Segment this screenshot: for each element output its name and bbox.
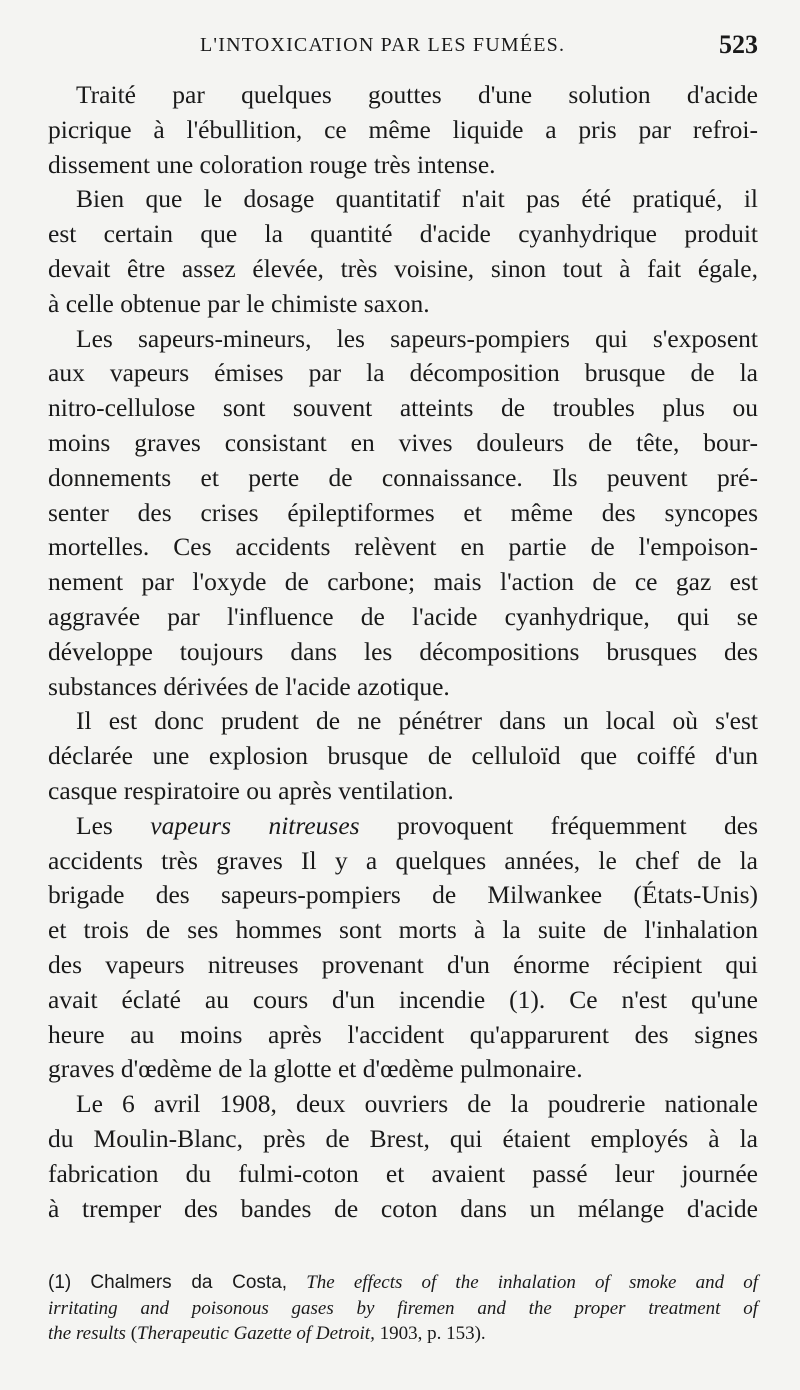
paragraph xyxy=(48,809,758,1087)
text-line: à tremper des bandes de coton dans un mélange d'acide xyxy=(48,1193,758,1223)
footnote-title: the results xyxy=(48,1323,126,1344)
footnote xyxy=(48,1270,758,1347)
body-text xyxy=(48,78,758,1226)
footnote-title: irritating and poisonous gases by firemen and the proper treatment of xyxy=(48,1297,758,1319)
text-line: casque respiratoire ou après ventilation. xyxy=(48,775,454,805)
footnote-line xyxy=(48,1296,758,1322)
text-line: mortelles. Ces accidents relèvent en partie de l'empoison- xyxy=(48,532,758,562)
text-line: aggravée par l'influence de l'acide cyanhydrique, qui se xyxy=(48,601,758,631)
text-line: fabrication du fulmi-coton et avaient passé leur journée xyxy=(48,1158,758,1188)
footnote-journal: Therapeutic Gazette of Detroit, xyxy=(137,1323,375,1344)
text-run: provoquent fréquemment des xyxy=(359,810,758,840)
text-line: Bien que le dosage quantitatif n'ait pas été pratiqué, il xyxy=(76,184,758,214)
text-line: heure au moins après l'accident qu'apparurent des signes xyxy=(48,1019,758,1049)
footnote-paren: ( xyxy=(130,1323,138,1344)
paragraph xyxy=(48,78,758,182)
text-line: senter des crises épileptiformes et même des syncopes xyxy=(48,497,758,527)
text-line: Il est donc prudent de ne pénétrer dans un local où s'est xyxy=(76,706,758,736)
footnote-line xyxy=(48,1270,758,1296)
paragraph xyxy=(48,1087,758,1226)
text-line: Le 6 avril 1908, deux ouvriers de la poudrerie nationale xyxy=(76,1089,758,1119)
text-line: est certain que la quantité d'acide cyanhydrique produit xyxy=(48,219,758,249)
text-line: devait être assez élevée, très voisine, sinon tout à fait égale, xyxy=(48,253,758,283)
running-header xyxy=(0,28,800,68)
text-line: dissement une coloration rouge très intense. xyxy=(48,149,496,179)
text-line: déclarée une explosion brusque de celluloïd que coiffé d'un xyxy=(48,741,758,771)
italic-term: vapeurs nitreuses xyxy=(150,810,360,840)
footnote-marker: (1) xyxy=(48,1272,72,1293)
text-line: nement par l'oxyde de carbone; mais l'action de ce gaz est xyxy=(48,567,758,597)
text-line: accidents très graves Il y a quelques années, le chef de la xyxy=(48,845,758,875)
text-line: à celle obtenue par le chimiste saxon. xyxy=(48,288,430,318)
text-line: brigade des sapeurs-pompiers de Milwankee (États-Unis) xyxy=(48,880,758,910)
text-line: avait éclaté au cours d'un incendie (1). Ce n'est qu'une xyxy=(48,984,758,1014)
text-line: Traité par quelques gouttes d'une solution d'acide xyxy=(76,80,758,109)
text-line: donnements et perte de connaissance. Ils peuvent pré- xyxy=(48,462,758,492)
text-line: picrique à l'ébullition, ce même liquide a pris par refroi- xyxy=(48,114,758,144)
text-line: du Moulin-Blanc, près de Brest, qui étaient employés à la xyxy=(48,1123,758,1153)
text-line: et trois de ses hommes sont morts à la suite de l'inhalation xyxy=(48,915,758,945)
footnote-title: The effects of the inhalation of smoke and of xyxy=(306,1272,758,1293)
text-line: nitro-cellulose sont souvent atteints de troubles plus ou xyxy=(48,393,758,423)
footnote-citation: 1903, p. 153). xyxy=(379,1323,486,1344)
text-line: des vapeurs nitreuses provenant d'un énorme récipient qui xyxy=(48,949,758,979)
text-line: développe toujours dans les décompositions brusques des xyxy=(48,636,758,666)
paragraph xyxy=(48,704,758,808)
text-run: Les xyxy=(76,810,151,840)
text-line: Les sapeurs-mineurs, les sapeurs-pompiers qui s'exposent xyxy=(76,323,758,353)
page-number: 523 xyxy=(719,30,758,59)
text-line: aux vapeurs émises par la décomposition brusque de la xyxy=(48,358,758,388)
text-line: moins graves consistant en vives douleurs de tête, bour- xyxy=(48,427,758,457)
paragraph xyxy=(48,182,758,321)
footnote-line xyxy=(48,1321,758,1347)
text-line: substances dérivées de l'acide azotique. xyxy=(48,671,450,701)
text-line: graves d'œdème de la glotte et d'œdème pulmonaire. xyxy=(48,1054,583,1084)
footnote-author: Chalmers da Costa, xyxy=(90,1272,288,1293)
running-title: L'INTOXICATION PAR LES FUMÉES. xyxy=(200,34,566,56)
text-line xyxy=(48,809,758,844)
paragraph xyxy=(48,322,758,705)
